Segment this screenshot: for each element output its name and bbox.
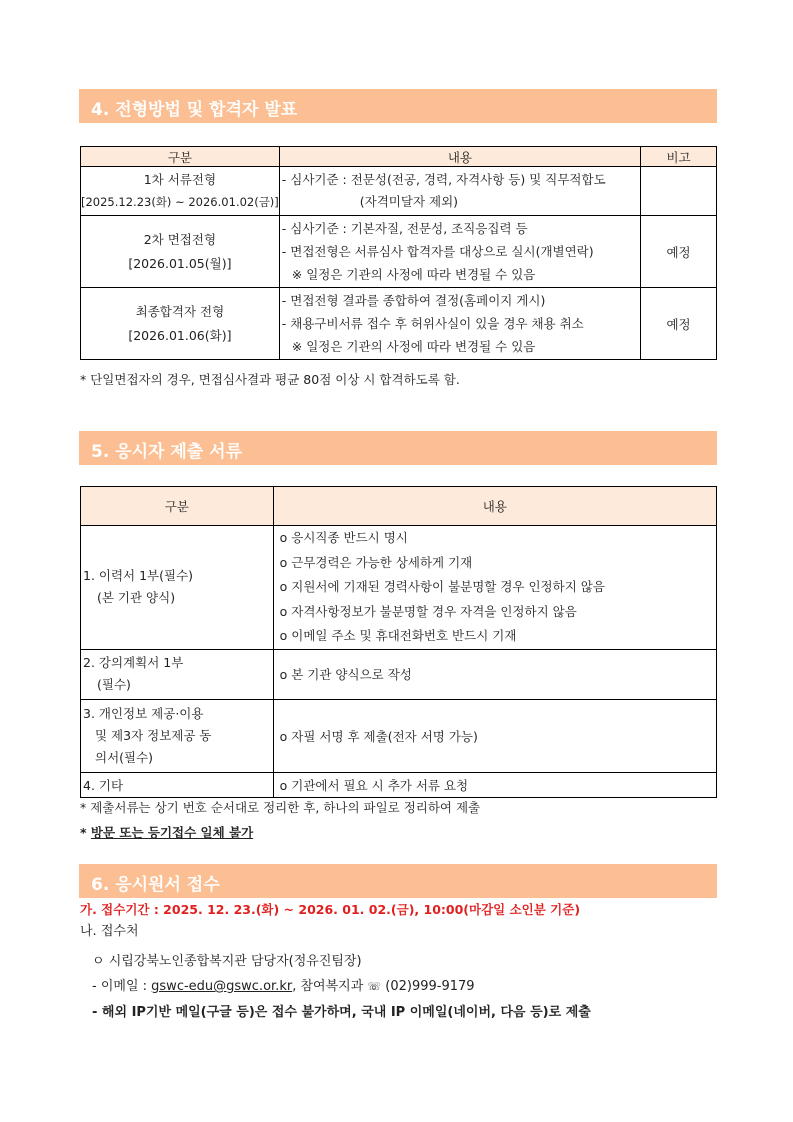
- table-row: [81, 216, 717, 288]
- section6-title: 6. 응시원서 접수: [91, 875, 220, 895]
- section5-footnote-bold: * 방문 또는 등기접수 일체 불가: [80, 825, 254, 840]
- contact-person: ㅇ 시립강북노인종합복지관 담당자(정유진팀장): [92, 954, 362, 969]
- submission-place-label: 나. 접수처: [80, 924, 139, 939]
- table-row: [81, 772, 717, 797]
- row-content: - 면접전형 결과를 종합하여 결정(홈페이지 게시) - 채용구비서류 접수 후 허위사실이 있을 경우 채용 취소 ※ 일정은 기관의 사정에 따라 변경될 수 있음: [279, 288, 640, 360]
- phone-number: (02)999-9179: [385, 979, 475, 994]
- row-category: 2차 면접전형 [2026.01.05(월)]: [81, 216, 280, 288]
- application-period: 가. 접수기간 : 2025. 12. 23.(화) ~ 2026. 01. 02.(금), 10:00(마감일 소인분 기준): [80, 902, 581, 917]
- section5-title: 5. 응시자 제출 서류: [91, 442, 242, 462]
- row-content: o 자필 서명 후 제출(전자 서명 가능): [273, 699, 716, 772]
- email-line: - 이메일 : gswc-edu@gswc.or.kr, 참여복지과 ☏ (02)999-9179: [92, 979, 475, 994]
- section5-header: [79, 431, 717, 465]
- table-row: [81, 288, 717, 360]
- row-category: 1차 서류전형 [2025.12.23(화) ~ 2026.01.02(금)]: [81, 167, 280, 216]
- row-content: o 기관에서 필요 시 추가 서류 요청: [273, 772, 716, 797]
- table-row: [81, 167, 717, 216]
- section5-footnote: * 제출서류는 상기 번호 순서대로 정리한 후, 하나의 파일로 정리하여 제출: [80, 800, 481, 815]
- overseas-ip-warning: - 해외 IP기반 메일(구글 등)은 접수 불가하며, 국내 IP 이메일(네이버, 다음 등)로 제출: [92, 1005, 591, 1020]
- col-header-note: 비고: [641, 147, 717, 167]
- row-content: - 심사기준 : 기본자질, 전문성, 조직응집력 등 - 면접전형은 서류심사 합격자를 대상으로 실시(개별연락) ※ 일정은 기관의 사정에 따라 변경될 수 있음: [279, 216, 640, 288]
- col-header-category: 구분: [81, 147, 280, 167]
- row-note: 예정: [641, 216, 717, 288]
- section4-title: 4. 전형방법 및 합격자 발표: [91, 100, 298, 120]
- col-header-category: 구분: [81, 487, 274, 526]
- section6-header: [79, 864, 717, 898]
- phone-icon: ☏: [367, 980, 382, 993]
- section4-footnote: * 단일면접자의 경우, 면접심사결과 평균 80점 이상 시 합격하도록 함.: [80, 372, 460, 387]
- row-note: [641, 167, 717, 216]
- row-content: - 심사기준 : 전문성(전공, 경력, 자격사항 등) 및 직무적합도 (자격미달자 제외): [279, 167, 640, 216]
- documents-table: [80, 486, 717, 798]
- row-category: 3. 개인정보 제공·이용 및 제3자 정보제공 동 의서(필수): [81, 699, 274, 772]
- col-header-content: 내용: [279, 147, 640, 167]
- selection-method-table: [80, 146, 717, 360]
- table-row: [81, 699, 717, 772]
- table-header-row: [81, 487, 717, 526]
- table-header-row: [81, 147, 717, 167]
- row-category: 2. 강의계획서 1부 (필수): [81, 649, 274, 699]
- col-header-content: 내용: [273, 487, 716, 526]
- row-content: o 본 기관 양식으로 작성: [273, 649, 716, 699]
- table-row: [81, 526, 717, 650]
- row-note: 예정: [641, 288, 717, 360]
- section4-header: [79, 89, 717, 123]
- row-content: o 응시직종 반드시 명시 o 근무경력은 가능한 상세하게 기재 o 지원서에 기재된 경력사항이 불분명할 경우 인정하지 않음 o 자격사항정보가 불분명할 경우 자격을 인정하지 않음 o 이메일 주소 및 휴대전화번호 반드시 기재: [273, 526, 716, 650]
- row-category: 1. 이력서 1부(필수) (본 기관 양식): [81, 526, 274, 650]
- row-category: 최종합격자 전형 [2026.01.06(화)]: [81, 288, 280, 360]
- row-category: 4. 기타: [81, 772, 274, 797]
- table-row: [81, 649, 717, 699]
- email-link[interactable]: gswc-edu@gswc.or.kr: [151, 979, 293, 994]
